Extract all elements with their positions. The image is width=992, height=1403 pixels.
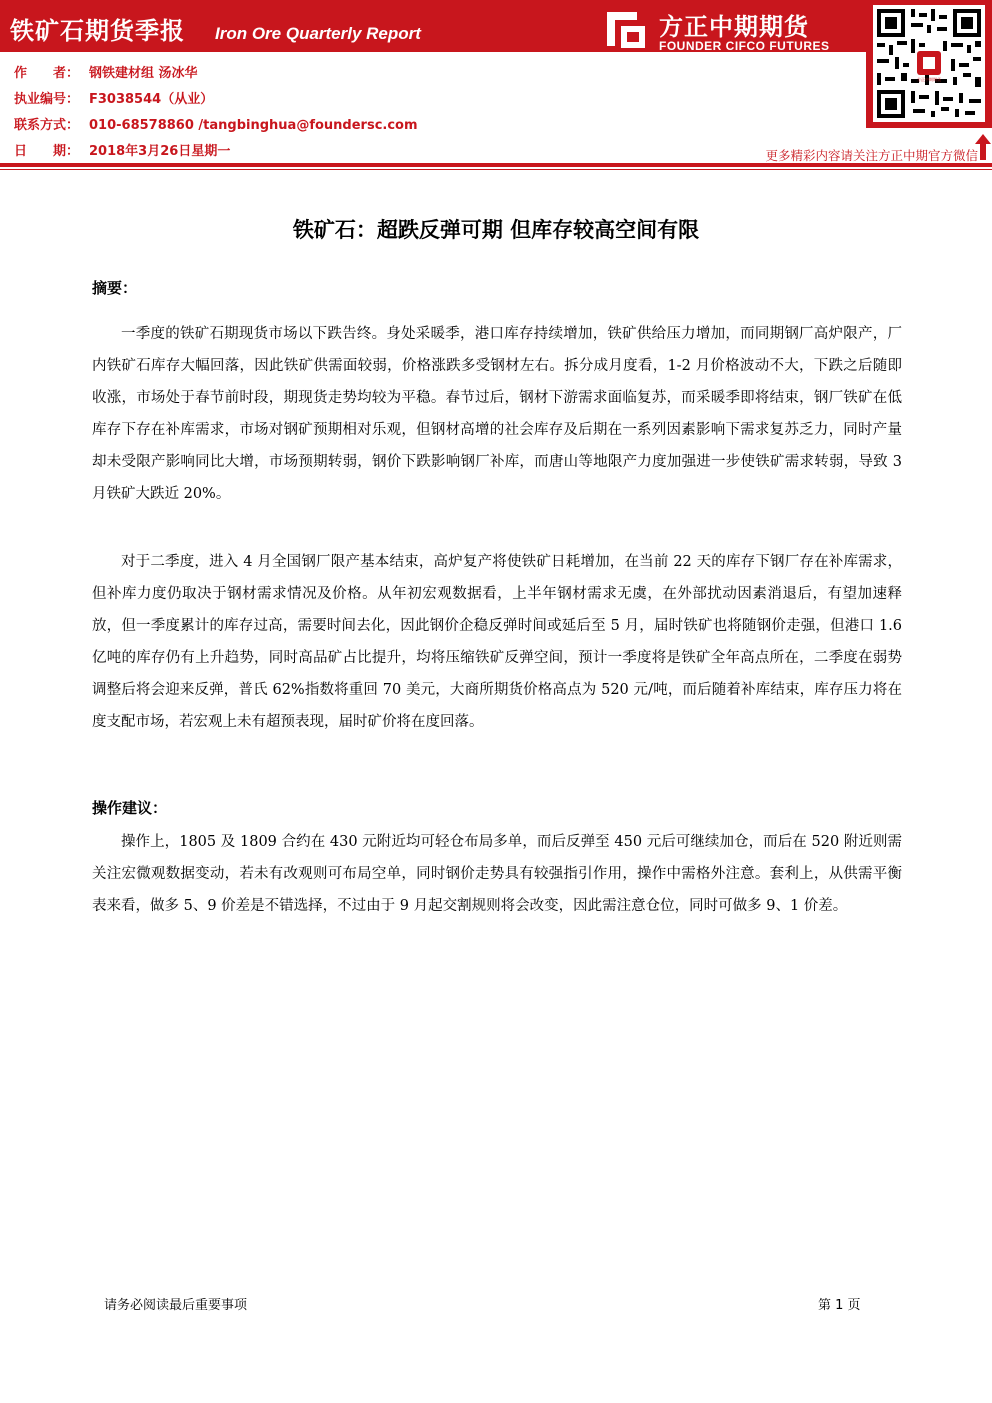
header-banner xyxy=(0,0,866,52)
meta-row-author xyxy=(14,62,418,88)
qr-code-icon xyxy=(873,5,985,122)
company-name-en: FOUNDER CIFCO FUTURES xyxy=(659,39,830,53)
header-rule-thick xyxy=(0,163,992,167)
company-logo xyxy=(603,6,863,52)
meta-value[interactable]: 010-68578860 /tangbinghua@foundersc.com xyxy=(89,118,418,133)
founder-logo-icon xyxy=(603,6,649,52)
meta-label: 执业编号： xyxy=(14,92,80,107)
meta-label: 作 者： xyxy=(14,66,80,81)
follow-wechat-text: 更多精彩内容请关注方正中期官方微信 xyxy=(765,148,978,163)
footer-notice: 请务必阅读最后重要事项 xyxy=(104,1298,248,1313)
qr-label: 方正中期期货 xyxy=(917,77,941,82)
header-rule-thin xyxy=(0,169,992,170)
summary-paragraph: 一季度的铁矿石期现货市场以下跌告终。身处采暖季，港口库存持续增加，铁矿供给压力增加，而同期钢厂高炉限产，厂内铁矿石库存大幅回落，因此铁矿供需面较弱，价格涨跌多受钢材左右。拆分成月度看，1-2 月价格波动不大，下跌之后随即收涨，市场处于春节前时段，期现货走势均较为平稳。春节过后，钢材下游需求面临复苏，而采暖季即将结束，钢厂铁矿在低库存下存在补库需求，市场对钢矿预期相对乐观，但钢材高增的社会库存及后期在一系列因素影响下需求复苏乏力，同时产量却未受限产影响同比大增，市场预期转弱，钢价下跌影响钢厂补库，而唐山等地限产力度加强进一步使铁矿需求转弱，导致 3 月铁矿大跌近 20%。 xyxy=(92,326,902,502)
meta-value: 钢铁建材组 汤冰华 xyxy=(89,66,198,81)
advice-heading: 操作建议： xyxy=(92,799,168,817)
summary-heading: 摘要： xyxy=(92,279,138,297)
arrow-up-icon xyxy=(975,134,991,160)
page-number: 第 1 页 xyxy=(818,1298,861,1313)
meta-value: F3038544（从业） xyxy=(89,92,214,107)
advice-paragraph: 操作上，1805 及 1809 合约在 430 元附近均可轻仓布局多单，而后反弹至 450 元后可继续加仓，而后在 520 附近则需关注宏微观数据变动，若未有改观则可布局空单，同时钢价走势具有较强指引作用，操作中需格外注意。套利上，从供需平衡表来看，做多 5、9 价差是不错选择，不过由于 9 月起交割规则将会改变，因此需注意仓位，同时可做多 9、1 价差。 xyxy=(92,834,902,914)
report-title: 铁矿石期货季报 xyxy=(10,17,185,45)
author-info xyxy=(14,62,418,166)
meta-label: 日 期： xyxy=(14,144,80,159)
qr-panel xyxy=(866,0,992,128)
company-name-cn: 方正中期期货 xyxy=(659,13,809,41)
report-subtitle: Iron Ore Quarterly Report xyxy=(215,24,421,43)
meta-row-contact xyxy=(14,114,418,140)
document-title: 铁矿石：超跌反弹可期 但库存较高空间有限 xyxy=(292,218,700,242)
meta-row-license xyxy=(14,88,418,114)
qr-code-image[interactable] xyxy=(873,5,985,122)
meta-value: 2018年3月26日星期一 xyxy=(89,144,231,159)
meta-label: 联系方式： xyxy=(14,118,80,133)
summary-paragraph: 对于二季度，进入 4 月全国钢厂限产基本结束，高炉复产将使铁矿日耗增加，在当前 22 天的库存下钢厂存在补库需求，但补库力度仍取决于钢材需求情况及价格。从年初宏观数据看，上半年钢材需求无虞，在外部扰动因素消退后，有望加速释放，但一季度累计的库存过高，需要时间去化，因此钢价企稳反弹时间或延后至 5 月，届时铁矿也将随钢价走强，但港口 1.6 亿吨的库存仍有上升趋势，同时高品矿占比提升，均将压缩铁矿反弹空间，预计一季度将是铁矿全年高点所在，二季度在弱势调整后将会迎来反弹，普氏 62%指数将重回 70 美元，大商所期货价格高点为 520 元/吨，而后随着补库结束，库存压力将在度支配市场，若宏观上未有超预表现，届时矿价将在度回落。 xyxy=(92,554,902,730)
report-header xyxy=(0,0,992,178)
